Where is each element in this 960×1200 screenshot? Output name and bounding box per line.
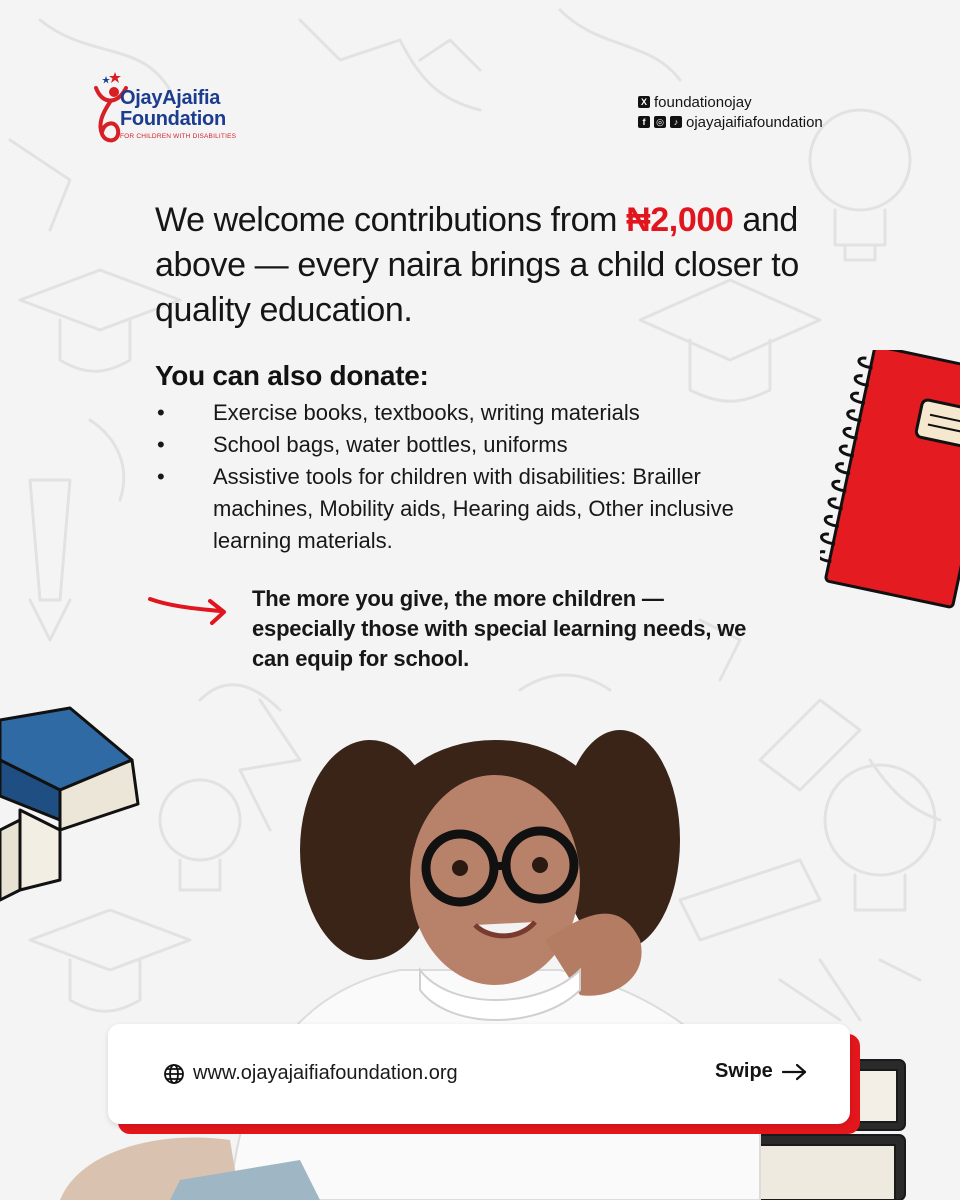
- social-handle-row[interactable]: [638, 112, 823, 132]
- social-handle: ojayajaifiafoundation: [686, 113, 823, 131]
- donate-heading: You can also donate:: [155, 360, 429, 391]
- swipe-button[interactable]: [715, 1060, 809, 1083]
- x-handle-row[interactable]: [638, 92, 823, 112]
- social-handles: [638, 92, 823, 132]
- logo-name-line1: OjayAjaifia: [120, 87, 221, 109]
- footer-bar: [108, 1024, 850, 1124]
- facebook-icon: f: [638, 116, 650, 128]
- logo-tagline: FOR CHILDREN WITH DISABILITIES: [120, 133, 237, 140]
- x-handle: foundationojay: [654, 93, 752, 111]
- headline-text-before: We welcome contributions from: [155, 201, 627, 239]
- x-icon: X: [638, 96, 650, 108]
- headline: [155, 198, 835, 333]
- logo-name-line2: Foundation: [120, 108, 226, 130]
- contribution-amount: ₦2,000: [626, 201, 734, 239]
- list-item: • School bags, water bottles, uniforms: [155, 429, 795, 461]
- arrow-right-icon: [781, 1062, 809, 1082]
- website-url: www.ojayajaifiafoundation.org: [193, 1062, 458, 1084]
- list-item: • Exercise books, textbooks, writing materials: [155, 397, 795, 429]
- donate-list: [155, 397, 795, 557]
- headline-text-after: and above — every naira brings a child closer to quality education.: [155, 201, 799, 329]
- website-link[interactable]: [163, 1062, 458, 1085]
- foundation-logo[interactable]: [92, 72, 262, 150]
- tiktok-icon: ♪: [670, 116, 682, 128]
- notebook-illustration: [820, 350, 960, 610]
- swipe-label: Swipe: [715, 1060, 773, 1082]
- list-item: • Assistive tools for children with disabilities: Brailler machines, Mobility aids, Hearing aids, Other inclusive learning materials.: [155, 461, 795, 557]
- callout-text: The more you give, the more children — especially those with special learning needs, we can equip for school.: [252, 586, 747, 671]
- logo-wordmark: [120, 88, 226, 130]
- curved-arrow-icon: [148, 585, 232, 629]
- globe-icon: [163, 1063, 185, 1085]
- instagram-icon: ◎: [654, 116, 666, 128]
